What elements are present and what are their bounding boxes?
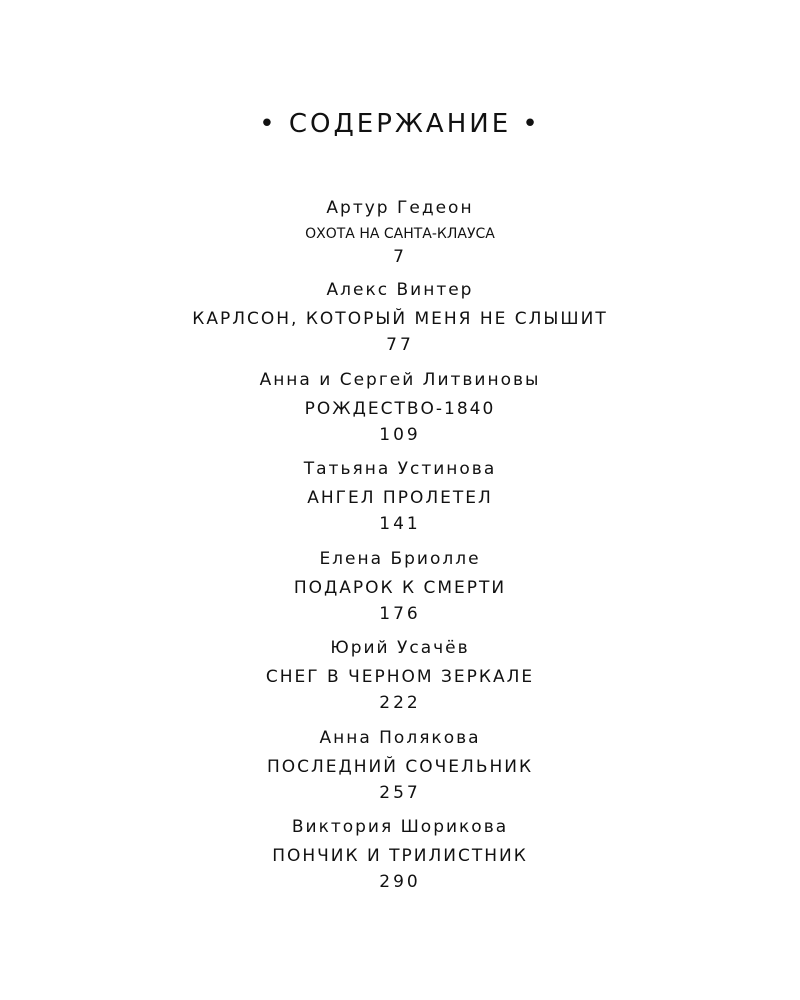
toc-entry-page-number: 176 [379,603,421,624]
toc-entry-page-number: 257 [379,782,421,803]
toc-entry-title: АНГЕЛ ПРОЛЕТЕЛ [307,488,493,508]
toc-entry-title: ОХОТА НА САНТА-КЛАУСА [305,226,495,242]
toc-entry-4 [0,457,800,547]
toc-entry-page-number: 77 [386,335,414,355]
toc-entry-page-number: 109 [379,424,421,445]
toc-entry-author: Елена Бриолле [319,548,481,569]
toc-entry-7 [0,726,800,816]
toc-entry-title: ПОДАРОК К СМЕРТИ [293,577,507,598]
toc-entry-5 [0,547,800,637]
toc-entry-author: Алекс Винтер [326,280,474,300]
toc-entry-author: Артур Гедеон [326,198,474,218]
toc-entry-title: КАРЛСОН, КОТОРЫЙ МЕНЯ НЕ СЛЫШИТ [192,309,608,329]
toc-entry-title: ПОНЧИК И ТРИЛИСТНИК [272,846,528,866]
toc-entry-page-number: 222 [379,693,421,713]
toc-entry-page-number: 141 [379,514,421,534]
toc-list [0,196,800,905]
toc-entry-title: ПОСЛЕДНИЙ СОЧЕЛЬНИК [266,756,534,777]
toc-entry-1 [0,196,800,278]
contents-heading: • СОДЕРЖАНИЕ • [259,109,541,139]
toc-entry-author: Анна Полякова [319,727,481,748]
toc-entry-title: СНЕГ В ЧЕРНОМ ЗЕРКАЛЕ [265,667,535,687]
toc-entry-author: Виктория Шорикова [291,817,509,837]
toc-entry-6 [0,636,800,726]
toc-entry-author: Юрий Усачёв [330,638,470,658]
toc-entry-author: Анна и Сергей Литвиновы [259,369,541,390]
toc-entry-title: РОЖДЕСТВО-1840 [304,398,496,419]
toc-entry-2 [0,278,800,368]
toc-entry-page-number: 7 [393,247,407,267]
toc-entry-8 [0,815,800,905]
toc-entry-author: Татьяна Устинова [303,459,497,479]
toc-entry-page-number: 290 [379,872,421,892]
toc-entry-3 [0,368,800,458]
